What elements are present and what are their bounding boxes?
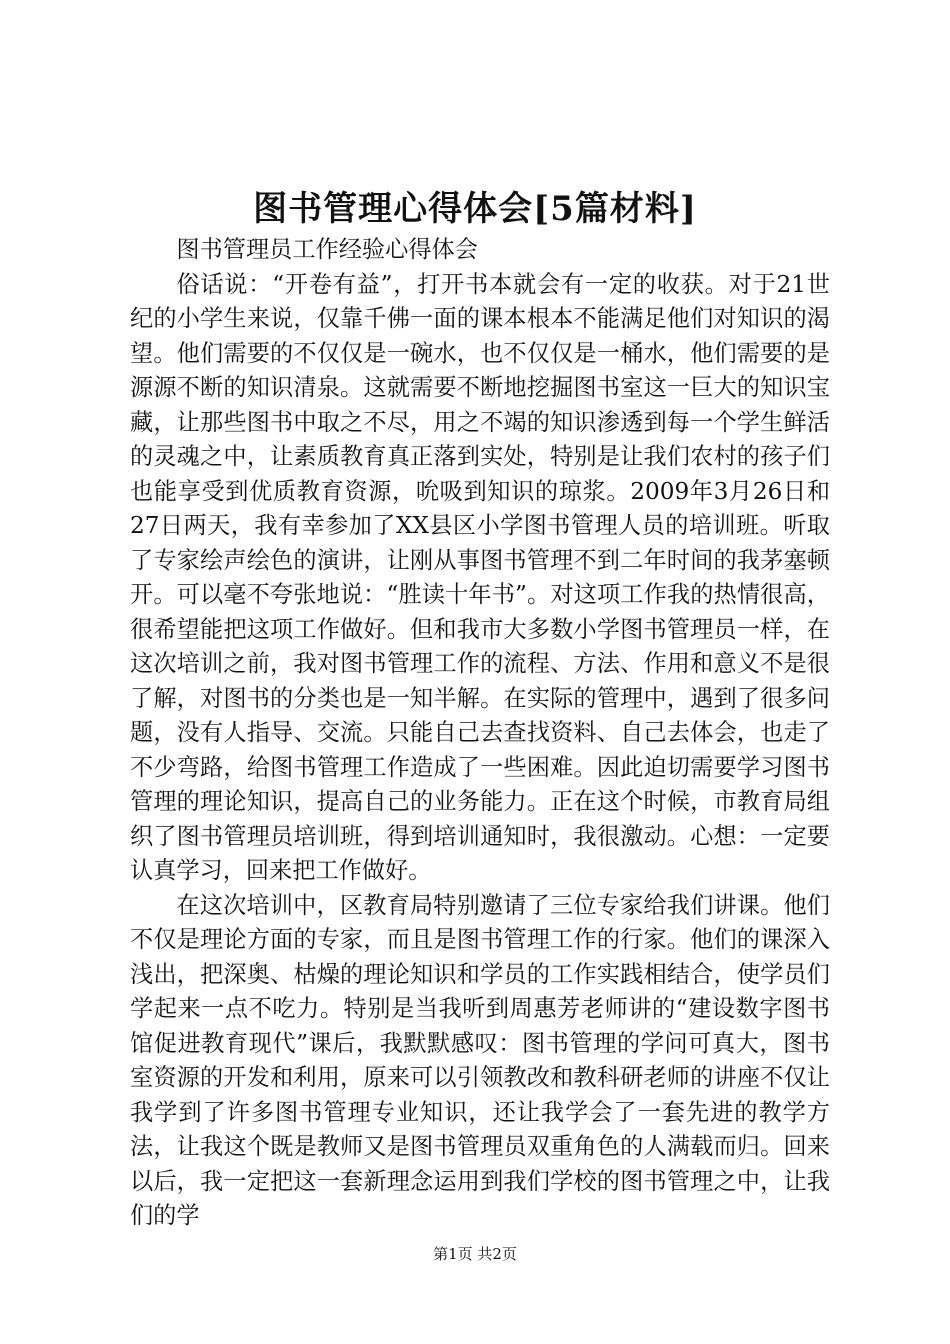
document-subtitle: 图书管理员工作经验心得体会 <box>176 236 478 263</box>
body-paragraph-1: 俗话说：“开卷有益”，打开书本就会有一定的收获。对于21世纪的小学生来说，仅靠千佛一面的课本根本不能满足他们对知识的渴望。他们需要的不仅仅是一碗水，也不仅仅是一桶水，他们需要的是源源不断的知识清泉。这就需要不断地挖掘图书室这一巨大的知识宝藏，让那些图书中取之不尽，用之不竭的知识渗透到每一个学生鲜活的灵魂之中，让素质教育真正落到实处，特别是让我们农村的孩子们也能享受到优质教育资源，吮吸到知识的琼浆。2009年3月26日和27日两天，我有幸参加了XX县区小学图书管理人员的培训班。听取了专家绘声绘色的演讲，让刚从事图书管理不到二年时间的我茅塞顿开。可以毫不夸张地说：“胜读十年书”。对这项工作我的热情很高，很希望能把这项工作做好。但和我市大多数小学图书管理员一样，在这次培训之前，我对图书管理工作的流程、方法、作用和意义不是很了解，对图书的分类也是一知半解。在实际的管理中，遇到了很多问题，没有人指导、交流。只能自己去查找资料、自己去体会，也走了不少弯路，给图书管理工作造成了一些困难。因此迫切需要学习图书管理的理论知识，提高自己的业务能力。正在这个时候，市教育局组织了图书管理员培训班，得到培训通知时，我很激动。心想：一定要认真学习，回来把工作做好。 <box>130 270 830 884</box>
document-body <box>130 233 830 1234</box>
document-title: 图书管理心得体会[5篇材料] <box>253 189 697 229</box>
page-footer: 第1页 共2页 <box>433 1245 517 1263</box>
body-paragraph-2: 在这次培训中，区教育局特别邀请了三位专家给我们讲课。他们不仅是理论方面的专家，而且是图书管理工作的行家。他们的课深入浅出，把深奥、枯燥的理论知识和学员的工作实践相结合，使学员们学起来一点不吃力。特别是当我听到周惠芳老师讲的“建设数字图书馆促进教育现代”课后，我默默感叹：图书管理的学问可真大，图书室资源的开发和利用，原来可以引领教改和教科研老师的讲座不仅让我学到了许多图书管理专业知识，还让我学会了一套先进的教学方法，让我这个既是教师又是图书管理员双重角色的人满载而归。回来以后，我一定把这一套新理念运用到我们学校的图书管理之中，让我们的学 <box>130 891 830 1229</box>
